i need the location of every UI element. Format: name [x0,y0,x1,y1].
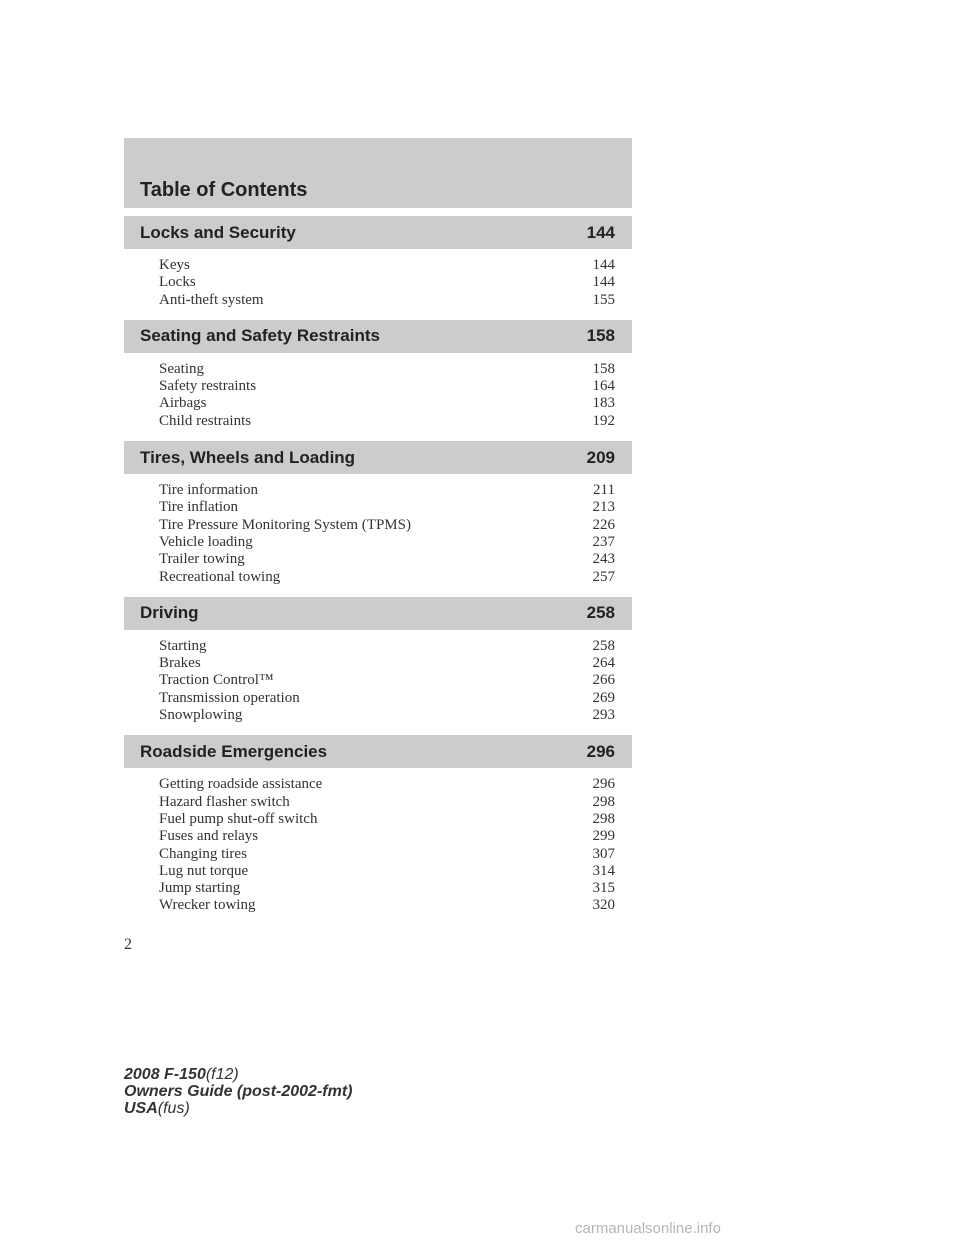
section-title: Driving [140,603,199,623]
entry-label: Seating [159,360,204,377]
entry-label: Traction Control™ [159,672,274,689]
toc-entry[interactable] [159,569,615,586]
entry-page: 298 [592,793,615,810]
footer-model: 2008 F-150 [124,1066,206,1083]
section-title: Seating and Safety Restraints [140,326,380,346]
toc-entry[interactable] [159,534,615,551]
section-heading[interactable] [124,735,632,768]
toc-entry[interactable] [159,292,615,309]
entry-page: 258 [592,637,615,654]
entry-page: 226 [592,516,615,533]
toc-entry[interactable] [159,863,615,880]
entry-label: Brakes [159,655,201,672]
section-page: 144 [586,222,615,242]
section-entries [124,353,632,441]
entry-page: 158 [592,360,615,377]
section-heading[interactable] [124,441,632,474]
entry-page: 293 [592,707,615,724]
entry-label: Airbags [159,395,207,412]
toc-entry[interactable] [159,690,615,707]
footer-model-code: (f12) [205,1066,239,1083]
entry-label: Recreational towing [159,568,281,585]
entry-page: 155 [592,291,615,308]
entry-label: Snowplowing [159,707,243,724]
entry-label: Child restraints [159,412,252,429]
toc-entry[interactable] [159,655,615,672]
entry-label: Starting [159,637,207,654]
entry-page: 192 [592,412,615,429]
entry-label: Keys [159,257,190,273]
toc-entry[interactable] [159,395,615,412]
document-footer [124,1066,352,1117]
entry-page: 296 [592,776,615,793]
entry-page: 307 [592,845,615,862]
footer-line-guide [124,1083,352,1100]
entry-page: 320 [592,897,615,914]
entry-label: Locks [159,274,196,291]
entry-page: 164 [592,378,615,395]
section-title: Roadside Emergencies [140,741,328,761]
toc-entry[interactable] [159,257,615,274]
entry-label: Tire Pressure Monitoring System (TPMS) [159,516,411,533]
footer-guide: Owners Guide (post-2002-fmt) [124,1083,353,1100]
section-entries [124,249,632,320]
toc-entry[interactable] [159,361,615,378]
entry-page: 299 [592,828,615,845]
toc-entry[interactable] [159,776,615,793]
section-title: Locks and Security [140,222,296,242]
page-number: 2 [124,936,132,953]
entry-label: Fuses and relays [159,828,259,845]
table-of-contents [124,216,632,926]
section-heading[interactable] [124,320,632,353]
entry-label: Tire inflation [159,499,239,516]
entry-label: Hazard flasher switch [159,793,290,810]
entry-label: Trailer towing [159,551,245,568]
entry-label: Getting roadside assistance [159,776,323,793]
entry-page: 183 [592,395,615,412]
entry-page: 298 [592,810,615,827]
section-page: 158 [586,326,615,346]
footer-region-code: (fus) [157,1100,190,1117]
footer-line-region [124,1100,352,1117]
toc-entry[interactable] [159,672,615,689]
entry-page: 144 [592,257,615,273]
section-page: 258 [586,603,615,623]
section-title: Tires, Wheels and Loading [140,447,356,467]
entry-page: 213 [592,499,615,516]
entry-page: 144 [592,274,615,291]
toc-entry[interactable] [159,517,615,534]
toc-entry[interactable] [159,794,615,811]
toc-entry[interactable] [159,846,615,863]
entry-page: 211 [593,482,615,499]
section-page: 209 [586,447,615,467]
entry-label: Tire information [159,482,259,499]
entry-label: Jump starting [159,880,241,897]
section-page: 296 [586,741,615,761]
section-heading[interactable] [124,216,632,249]
entry-page: 243 [592,551,615,568]
toc-entry[interactable] [159,378,615,395]
entry-label: Anti-theft system [159,291,264,308]
toc-entry[interactable] [159,880,615,897]
entry-label: Vehicle loading [159,533,253,550]
footer-line-model [124,1066,352,1083]
footer-region: USA [124,1100,158,1117]
entry-label: Lug nut torque [159,862,249,879]
entry-page: 266 [592,672,615,689]
toc-entry[interactable] [159,828,615,845]
toc-entry[interactable] [159,274,615,291]
entry-label: Changing tires [159,845,247,862]
toc-entry[interactable] [159,638,615,655]
toc-entry[interactable] [159,811,615,828]
entry-page: 269 [592,689,615,706]
toc-entry[interactable] [159,897,615,914]
section-entries [124,474,632,597]
page-title: Table of Contents [140,179,308,201]
section-entries [124,630,632,735]
section-heading[interactable] [124,597,632,630]
watermark-link[interactable]: carmanualsonline.info [575,1220,721,1237]
entry-page: 257 [592,568,615,585]
entry-label: Fuel pump shut-off switch [159,810,318,827]
entry-label: Safety restraints [159,378,257,395]
toc-entry[interactable] [159,413,615,430]
entry-page: 315 [592,880,615,897]
entry-page: 264 [592,655,615,672]
entry-label: Wrecker towing [159,897,256,914]
toc-entry[interactable] [159,499,615,516]
entry-label: Transmission operation [159,689,300,706]
entry-page: 237 [592,533,615,550]
toc-entry[interactable] [159,707,615,724]
toc-entry[interactable] [159,482,615,499]
section-entries [124,768,632,925]
entry-page: 314 [592,862,615,879]
toc-entry[interactable] [159,551,615,568]
toc-header [124,138,632,208]
